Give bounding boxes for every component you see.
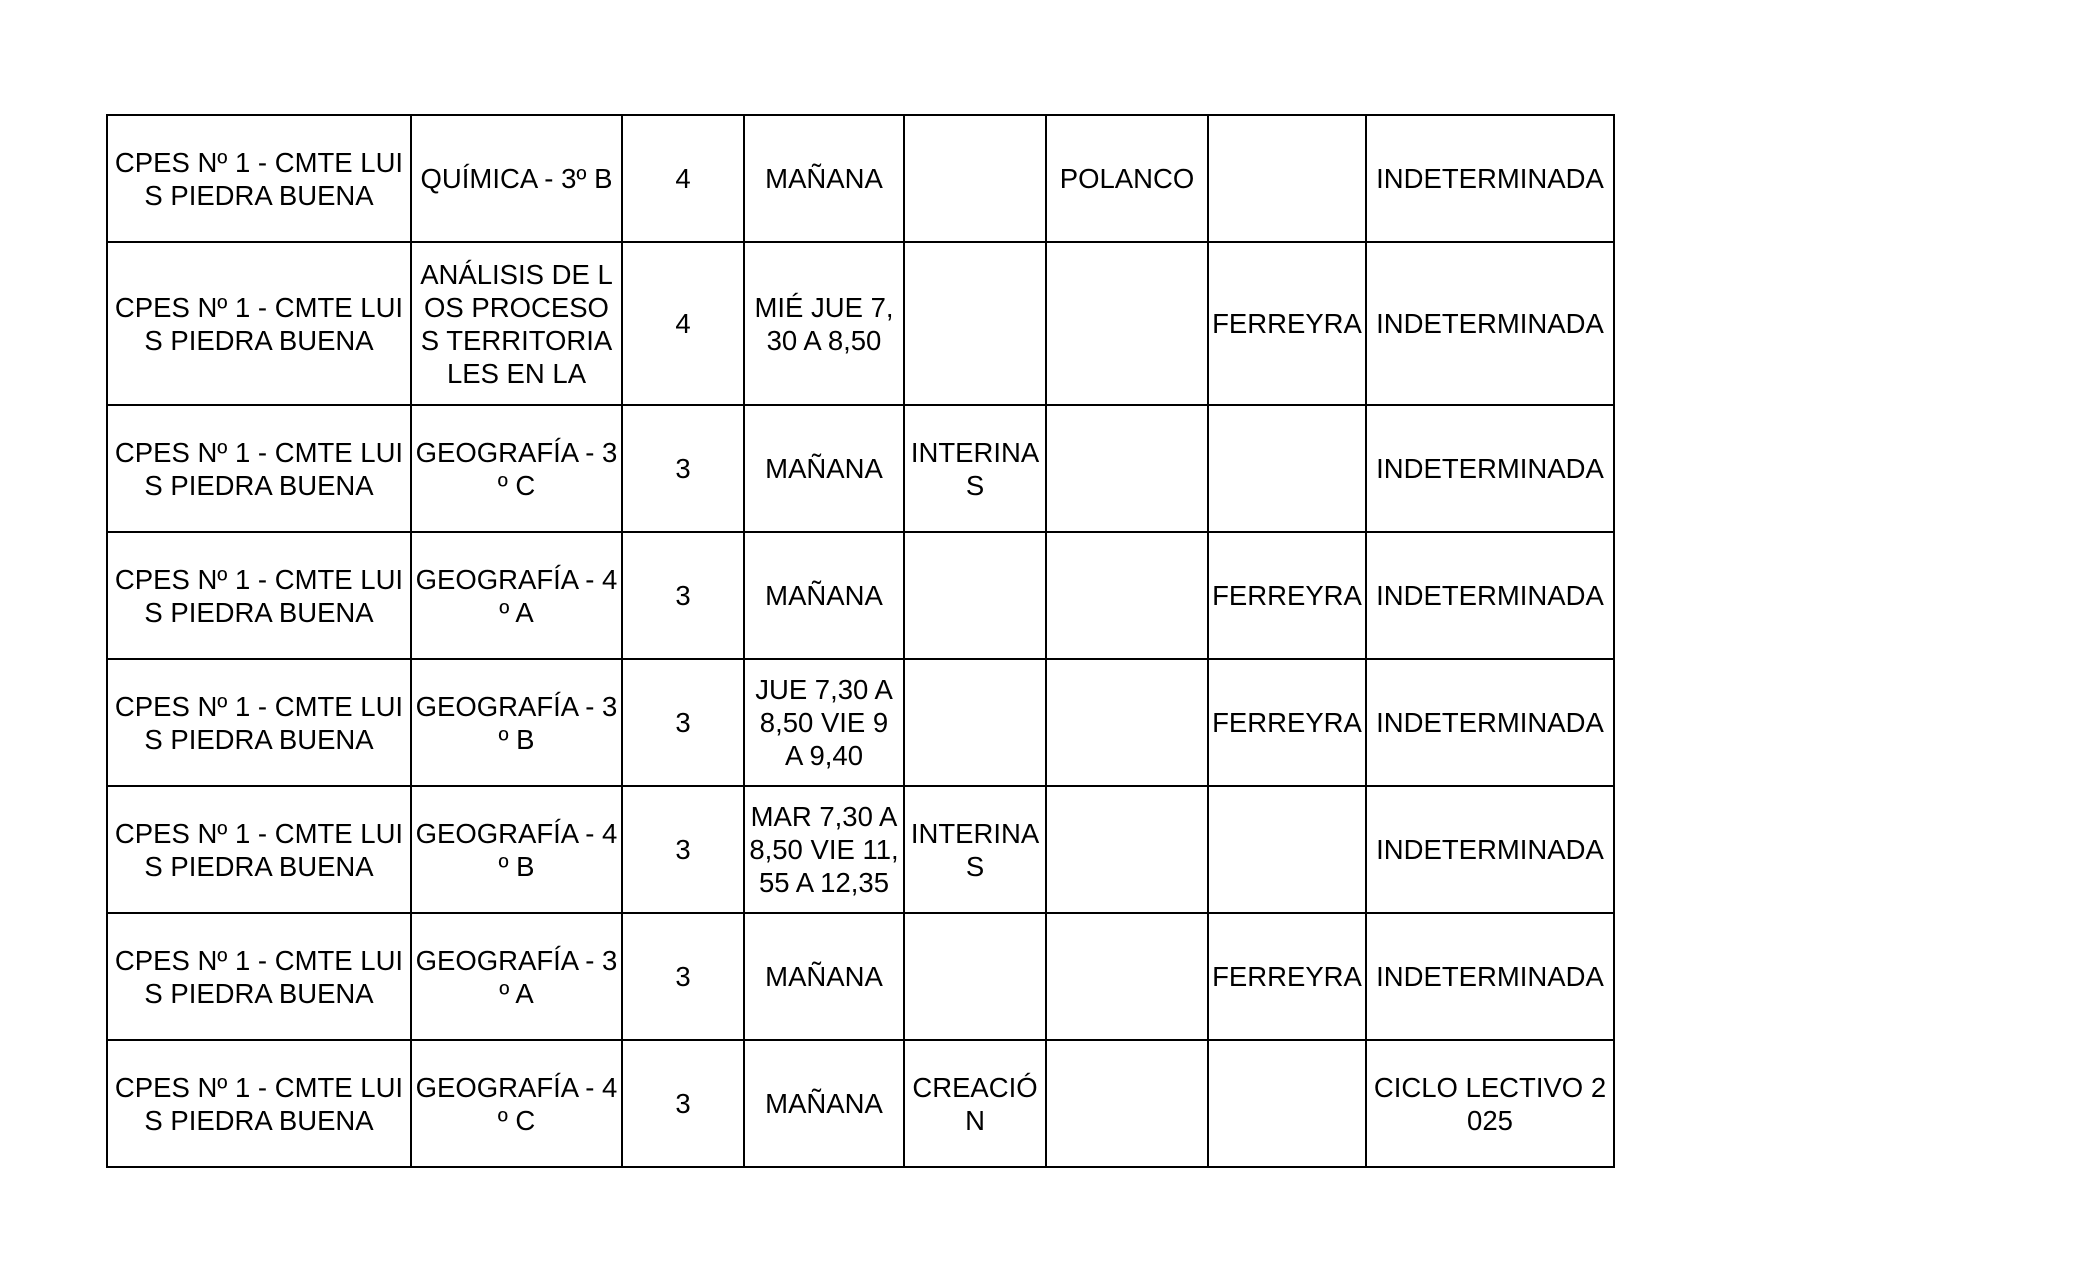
name-cell-b: FERREYRA — [1208, 659, 1366, 786]
table-row — [107, 405, 1614, 532]
status-cell: INTERINAS — [904, 405, 1046, 532]
status-cell: INTERINAS — [904, 786, 1046, 913]
schedule-cell: MAÑANA — [744, 532, 904, 659]
schedule-cell: MAÑANA — [744, 405, 904, 532]
name-cell-b: FERREYRA — [1208, 532, 1366, 659]
school-cell: CPES Nº 1 - CMTE LUIS PIEDRA BUENA — [107, 1040, 411, 1167]
status-cell — [904, 913, 1046, 1040]
table-row — [107, 115, 1614, 242]
name-cell-a — [1046, 532, 1208, 659]
status-cell — [904, 242, 1046, 405]
school-cell: CPES Nº 1 - CMTE LUIS PIEDRA BUENA — [107, 913, 411, 1040]
schedule-cell: MAÑANA — [744, 913, 904, 1040]
subject-text: ANÁLISIS DE LOS PROCESOS TERRITORIALES EN LA — [420, 258, 613, 389]
table-row — [107, 1040, 1614, 1167]
name-cell-b: FERREYRA — [1208, 913, 1366, 1040]
hours-cell: 3 — [622, 532, 744, 659]
table-row — [107, 659, 1614, 786]
name-cell-a — [1046, 786, 1208, 913]
vacancy-table — [106, 114, 1615, 1168]
table-row — [107, 786, 1614, 913]
schedule-cell: MIÉ JUE 7,30 A 8,50 — [744, 242, 904, 405]
subject-cell: QUÍMICA - 3º B — [411, 115, 622, 242]
term-cell: INDETERMINADA — [1366, 532, 1614, 659]
hours-cell: 4 — [622, 115, 744, 242]
status-cell — [904, 659, 1046, 786]
table-row — [107, 913, 1614, 1040]
table-row — [107, 242, 1614, 405]
name-cell-b — [1208, 405, 1366, 532]
school-cell: CPES Nº 1 - CMTE LUIS PIEDRA BUENA — [107, 405, 411, 532]
hours-cell: 3 — [622, 913, 744, 1040]
hours-cell: 3 — [622, 405, 744, 532]
term-cell: CICLO LECTIVO 2025 — [1366, 1040, 1614, 1167]
term-cell: INDETERMINADA — [1366, 242, 1614, 405]
status-cell: CREACIÓN — [904, 1040, 1046, 1167]
name-cell-a: POLANCO — [1046, 115, 1208, 242]
hours-cell: 4 — [622, 242, 744, 405]
status-cell — [904, 115, 1046, 242]
school-cell: CPES Nº 1 - CMTE LUIS PIEDRA BUENA — [107, 786, 411, 913]
term-cell: INDETERMINADA — [1366, 913, 1614, 1040]
school-cell: CPES Nº 1 - CMTE LUIS PIEDRA BUENA — [107, 115, 411, 242]
term-cell: INDETERMINADA — [1366, 786, 1614, 913]
name-cell-a — [1046, 913, 1208, 1040]
name-cell-a — [1046, 659, 1208, 786]
name-cell-b — [1208, 786, 1366, 913]
hours-cell: 3 — [622, 1040, 744, 1167]
subject-cell: GEOGRAFÍA - 3º B — [411, 659, 622, 786]
subject-cell — [411, 242, 622, 405]
schedule-cell — [744, 786, 904, 913]
schedule-cell: MAÑANA — [744, 115, 904, 242]
schedule-cell: JUE 7,30 A 8,50 VIE 9 A 9,40 — [744, 659, 904, 786]
term-cell: INDETERMINADA — [1366, 405, 1614, 532]
status-cell — [904, 532, 1046, 659]
name-cell-a — [1046, 242, 1208, 405]
subject-cell: GEOGRAFÍA - 3º C — [411, 405, 622, 532]
name-cell-b: FERREYRA — [1208, 242, 1366, 405]
subject-cell: GEOGRAFÍA - 4º C — [411, 1040, 622, 1167]
school-cell: CPES Nº 1 - CMTE LUIS PIEDRA BUENA — [107, 532, 411, 659]
subject-cell: GEOGRAFÍA - 3º A — [411, 913, 622, 1040]
hours-cell: 3 — [622, 786, 744, 913]
name-cell-b — [1208, 1040, 1366, 1167]
subject-cell: GEOGRAFÍA - 4º B — [411, 786, 622, 913]
term-cell: INDETERMINADA — [1366, 115, 1614, 242]
schedule-text: MAR 7,30 A 8,50 VIE 11,55 A 12,35 — [749, 801, 899, 898]
schedule-cell: MAÑANA — [744, 1040, 904, 1167]
name-cell-a — [1046, 405, 1208, 532]
term-cell: INDETERMINADA — [1366, 659, 1614, 786]
name-cell-b — [1208, 115, 1366, 242]
hours-cell: 3 — [622, 659, 744, 786]
table-row — [107, 532, 1614, 659]
school-cell: CPES Nº 1 - CMTE LUIS PIEDRA BUENA — [107, 242, 411, 405]
name-cell-a — [1046, 1040, 1208, 1167]
school-cell: CPES Nº 1 - CMTE LUIS PIEDRA BUENA — [107, 659, 411, 786]
subject-cell: GEOGRAFÍA - 4º A — [411, 532, 622, 659]
